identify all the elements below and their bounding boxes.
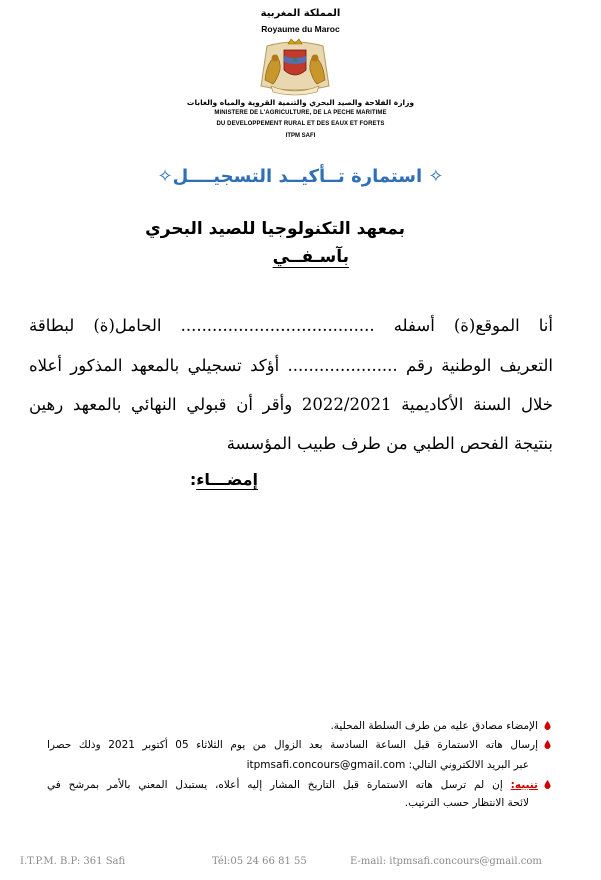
note-text: الإمضاء مصادق عليه من طرف السلطة المحلية. — [330, 720, 538, 732]
declaration-line-3: خلال السنة الأكاديمية 2022/2021 وأقر أن قبولي النهائي بالمعهد رهين — [29, 395, 553, 414]
declaration-line-4: بنتيجة الفحص الطبي من طرف طبيب المؤسسة — [226, 434, 553, 453]
warning-label: تنبيه: — [510, 779, 538, 791]
declaration-line-1: أنا الموقع(ة) أسفله ..................................... الحامل(ة) لبطاقة — [29, 316, 553, 335]
ministry-name-french-line2: DU DEVELOPPEMENT RURAL ET DES EAUX ET FORETS — [216, 121, 385, 127]
note-text: إرسال هاته الاستمارة قبل الساعة السادسة بعد الزوال من يوم الثلاثاء 05 أكتوبر 2021 وذلك حصرا — [47, 739, 538, 751]
footer-email: E-mail: itpmsafi.concours@gmail.com — [350, 856, 542, 867]
ministry-name-french-line1: MINISTERE DE L'AGRICULTURE, DE LA PECHE MARITIME — [214, 110, 387, 116]
footer-address: I.T.P.M. B.P: 361 Safi — [20, 856, 126, 867]
institute-short-name: ITPM SAFI — [285, 133, 316, 139]
note-item — [47, 718, 551, 735]
moroccan-coat-of-arms-icon — [255, 36, 335, 98]
signature-colon: : — [189, 470, 197, 489]
red-drop-icon — [544, 721, 551, 730]
institute-name: بمعهد التكنولوجيا للصيد البحري — [145, 219, 405, 239]
ministry-name-arabic: وزارة الفلاحة والصيد البحري والتنمية القروية والمياه والغابات — [186, 98, 415, 107]
note-item — [47, 737, 551, 754]
note-continuation: عبر البريد الالكتروني التالي: itpmsafi.concours@gmail.com — [246, 759, 529, 771]
kingdom-name-arabic: المملكة المغربية — [260, 8, 341, 19]
red-drop-icon — [544, 740, 551, 749]
note-item — [47, 777, 551, 794]
institute-city: بآسـفــي — [272, 247, 349, 267]
kingdom-name-french: Royaume du Maroc — [261, 24, 340, 34]
declaration-line-2: التعريف الوطنية رقم ..................... أؤكد تسجيلي بالمعهد المذكور أعلاه — [29, 356, 553, 375]
red-drop-icon — [544, 780, 551, 789]
note-continuation: لائحة الانتظار حسب الترتيب. — [404, 797, 529, 809]
signature-field — [190, 470, 258, 489]
note-text: إن لم ترسل هاته الاستمارة قبل التاريخ المشار إليه أعلاه، يستبدل المعني بالأمر بمرشح في — [47, 779, 511, 791]
form-title: ✧ استمارة تــأكيــد التسجيــــل✧ — [157, 166, 444, 187]
signature-label: إمضـــاء — [196, 470, 258, 489]
footer-phone: Tél:05 24 66 81 55 — [212, 856, 307, 867]
